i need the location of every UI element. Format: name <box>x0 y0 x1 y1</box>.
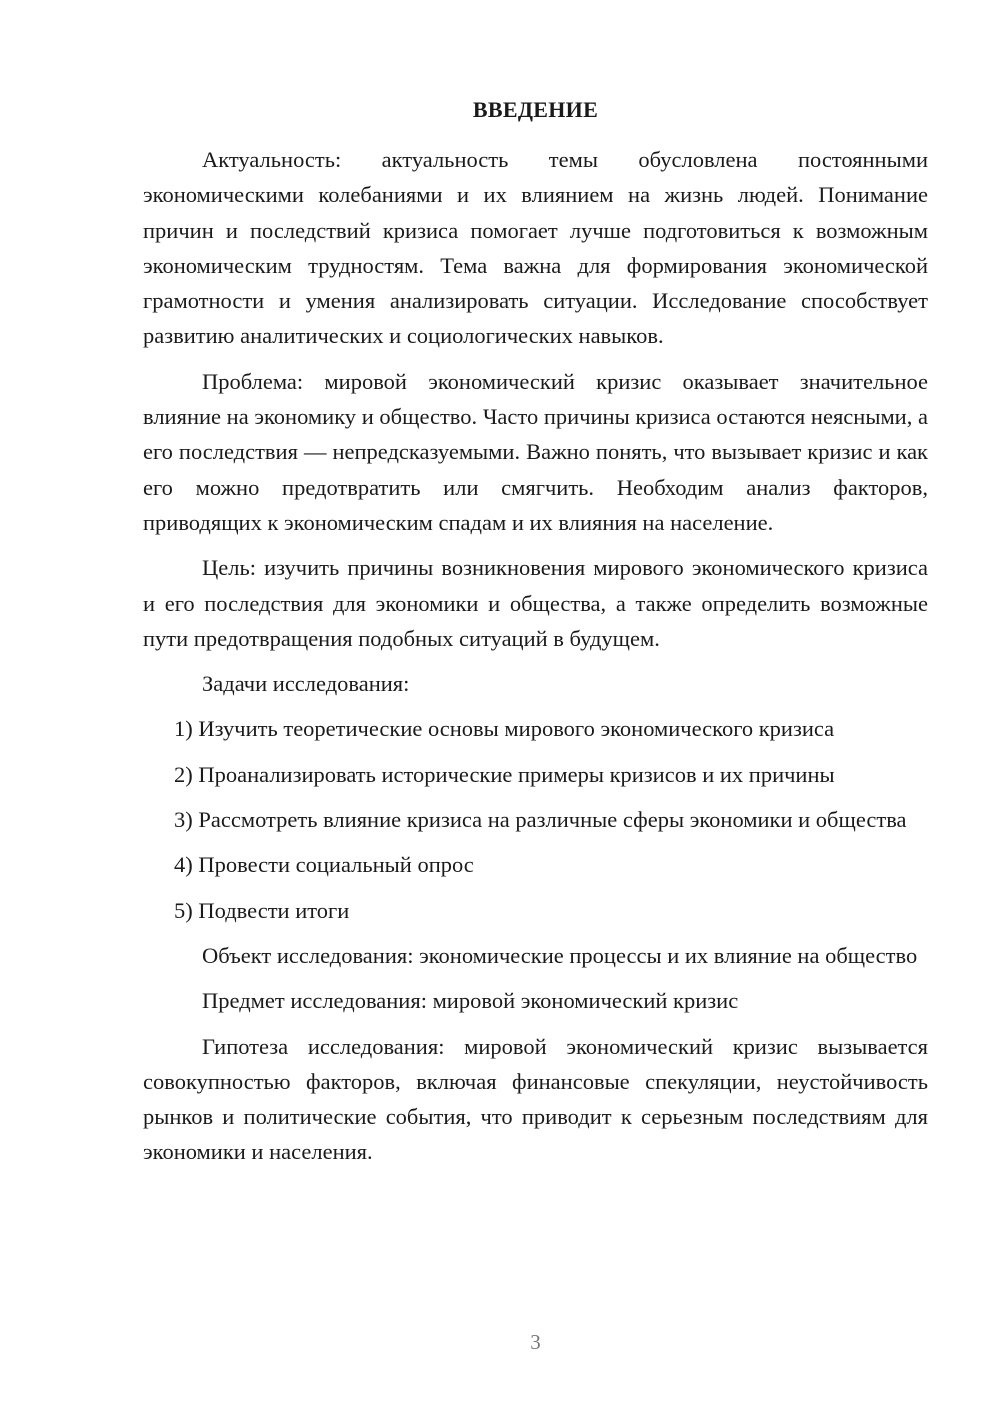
task-item-4: 4) Провести социальный опрос <box>174 852 474 878</box>
paragraph-hypothesis: Гипотеза исследования: мировой экономический кризис вызывается совокупностью факторов, включая финансовые спекуляции, неустойчивость рынков и политические события, что приводит к серьезным последствиям для экономики и населения. <box>143 1033 928 1165</box>
task-item-3: 3) Рассмотреть влияние кризиса на различные сферы экономики и общества <box>174 807 907 833</box>
paragraph-goal: Цель: изучить причины возникновения мирового экономического кризиса и его последствия для экономики и общества, а также определить возможные пути предотвращения подобных ситуаций в будущем. <box>143 555 928 651</box>
task-item-1: 1) Изучить теоретические основы мирового экономического кризиса <box>174 716 835 742</box>
page-number: 3 <box>530 1330 541 1354</box>
document-page <box>143 0 928 1414</box>
paragraph-problem: Проблема: мировой экономический кризис оказывает значительное влияние на экономику и общество. Часто причины кризиса остаются неясными, а его последствия — непредсказуемыми. Важно понять, что вызывает кризис и как его можно предотвратить или смягчить. Необходим анализ факторов, приводящих к экономическим спадам и их влияния на население. <box>143 368 928 535</box>
task-item-2: 2) Проанализировать исторические примеры кризисов и их причины <box>174 761 835 787</box>
tasks-heading: Задачи исследования: <box>202 671 410 697</box>
document-body <box>143 142 928 1180</box>
page-title: ВВЕДЕНИЕ <box>472 97 599 122</box>
paragraph-object: Объект исследования: экономические процессы и их влияние на общество <box>202 942 918 968</box>
paragraph-relevance: Актуальность: актуальность темы обусловлена постоянными экономическими колебаниями и их влиянием на жизнь людей. Понимание причин и последствий кризиса помогает лучше подготовиться к возможным экономическим трудностям. Тема важна для формирования экономической грамотности и умения анализировать ситуации. Исследование способствует развитию аналитических и социологических навыков. <box>143 147 928 349</box>
task-item-5: 5) Подвести итоги <box>174 897 350 923</box>
paragraph-subject: Предмет исследования: мировой экономический кризис <box>202 988 739 1014</box>
